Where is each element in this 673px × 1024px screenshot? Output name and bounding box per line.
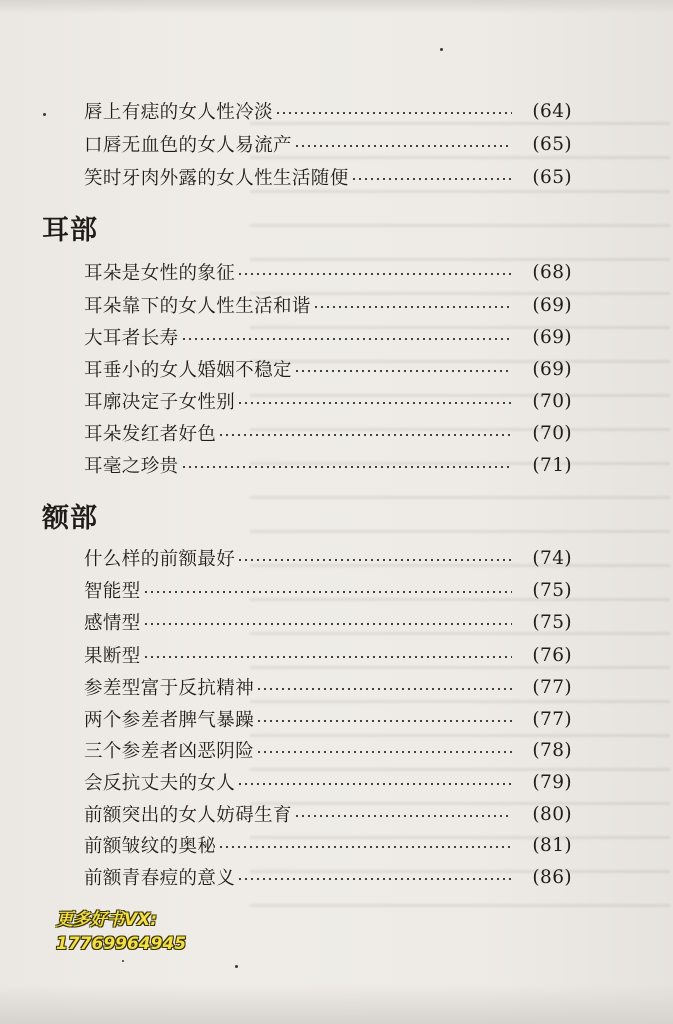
entry-title: 三个参差者凶恶阴险 <box>84 741 255 762</box>
entry-page: (70) <box>532 422 572 444</box>
toc-entry <box>84 575 572 605</box>
toc-entry <box>84 640 572 670</box>
dot-leader <box>294 145 512 147</box>
entry-title: 唇上有痣的女人性冷淡 <box>84 102 274 123</box>
entry-page: (80) <box>532 803 572 825</box>
entry-page: (71) <box>532 454 572 476</box>
dot-leader <box>181 338 512 340</box>
entry-page: (70) <box>532 390 572 412</box>
page-bottom-shadow <box>0 984 673 1024</box>
toc-entry <box>84 450 572 480</box>
scan-speck <box>43 113 46 116</box>
entry-page: (75) <box>532 579 572 601</box>
dot-leader <box>143 591 512 593</box>
entry-title: 前额突出的女人妨碍生育 <box>84 805 292 826</box>
toc-entry <box>84 354 572 384</box>
dot-leader <box>313 306 512 308</box>
entry-title: 前额皱纹的奥秘 <box>84 836 217 857</box>
entry-page: (65) <box>532 166 572 188</box>
scan-speck <box>235 965 238 968</box>
entry-title: 前额青春痘的意义 <box>84 868 236 889</box>
entry-page: (68) <box>532 261 572 283</box>
entry-title: 什么样的前额最好 <box>84 549 236 570</box>
contact-watermark <box>56 908 316 956</box>
entry-page: (64) <box>532 100 572 122</box>
dot-leader <box>294 370 512 372</box>
entry-title: 会反抗丈夫的女人 <box>84 773 236 794</box>
toc-entry <box>84 257 572 287</box>
dot-leader <box>237 783 512 785</box>
toc-entry <box>84 543 572 573</box>
toc-entry <box>84 830 572 860</box>
entry-page: (74) <box>532 547 572 569</box>
section-heading-forehead: 额部 <box>42 503 98 534</box>
entry-title: 耳朵发红者好色 <box>84 424 217 445</box>
dot-leader <box>237 273 512 275</box>
toc-entry <box>84 607 572 637</box>
entry-page: (79) <box>532 771 572 793</box>
toc-entry <box>84 767 572 797</box>
scan-speck <box>440 48 443 51</box>
dot-leader <box>218 434 512 436</box>
dot-leader <box>351 178 512 180</box>
dot-leader <box>181 466 512 468</box>
dot-leader <box>256 751 512 753</box>
entry-page: (77) <box>532 708 572 730</box>
entry-title: 笑时牙肉外露的女人性生活随便 <box>84 168 349 189</box>
dot-leader <box>143 656 512 658</box>
toc-entry <box>84 862 572 892</box>
dot-leader <box>237 402 512 404</box>
section-heading-ear: 耳部 <box>42 215 98 246</box>
toc-entry <box>84 799 572 829</box>
watermark-line-2: 17769964945 <box>56 934 187 954</box>
scan-speck <box>122 960 124 962</box>
dot-leader <box>237 559 512 561</box>
toc-entry <box>84 162 572 192</box>
toc-entry <box>84 290 572 320</box>
dot-leader <box>275 112 512 114</box>
entry-page: (75) <box>532 611 572 633</box>
entry-title: 耳毫之珍贵 <box>84 456 179 477</box>
dot-leader <box>294 815 512 817</box>
entry-page: (69) <box>532 326 572 348</box>
toc-entry <box>84 418 572 448</box>
entry-title: 果断型 <box>84 646 141 667</box>
entry-page: (77) <box>532 676 572 698</box>
entry-title: 耳廓决定子女性别 <box>84 392 236 413</box>
entry-page: (78) <box>532 739 572 761</box>
page-top-shadow <box>0 0 673 14</box>
entry-title: 口唇无血色的女人易流产 <box>84 135 292 156</box>
toc-entry <box>84 386 572 416</box>
entry-page: (65) <box>532 133 572 155</box>
entry-title: 耳垂小的女人婚姻不稳定 <box>84 360 292 381</box>
entry-page: (86) <box>532 866 572 888</box>
dot-leader <box>256 688 512 690</box>
entry-title: 耳朵靠下的女人性生活和谐 <box>84 296 311 317</box>
dot-leader <box>218 846 512 848</box>
watermark-line-1: 更多好书VX: <box>56 910 158 930</box>
entry-title: 智能型 <box>84 581 141 602</box>
dot-leader <box>143 623 512 625</box>
toc-entry <box>84 735 572 765</box>
dot-leader <box>237 878 512 880</box>
toc-entry <box>84 129 572 159</box>
toc-entry <box>84 322 572 352</box>
entry-page: (76) <box>532 644 572 666</box>
entry-title: 耳朵是女性的象征 <box>84 263 236 284</box>
toc-entry <box>84 704 572 734</box>
entry-title: 两个参差者脾气暴躁 <box>84 710 255 731</box>
entry-title: 感情型 <box>84 613 141 634</box>
entry-page: (69) <box>532 358 572 380</box>
entry-title: 大耳者长寿 <box>84 328 179 349</box>
dot-leader <box>256 720 512 722</box>
toc-entry <box>84 672 572 702</box>
toc-entry <box>84 96 572 126</box>
entry-page: (69) <box>532 294 572 316</box>
entry-page: (81) <box>532 834 572 856</box>
entry-title: 参差型富于反抗精神 <box>84 678 255 699</box>
